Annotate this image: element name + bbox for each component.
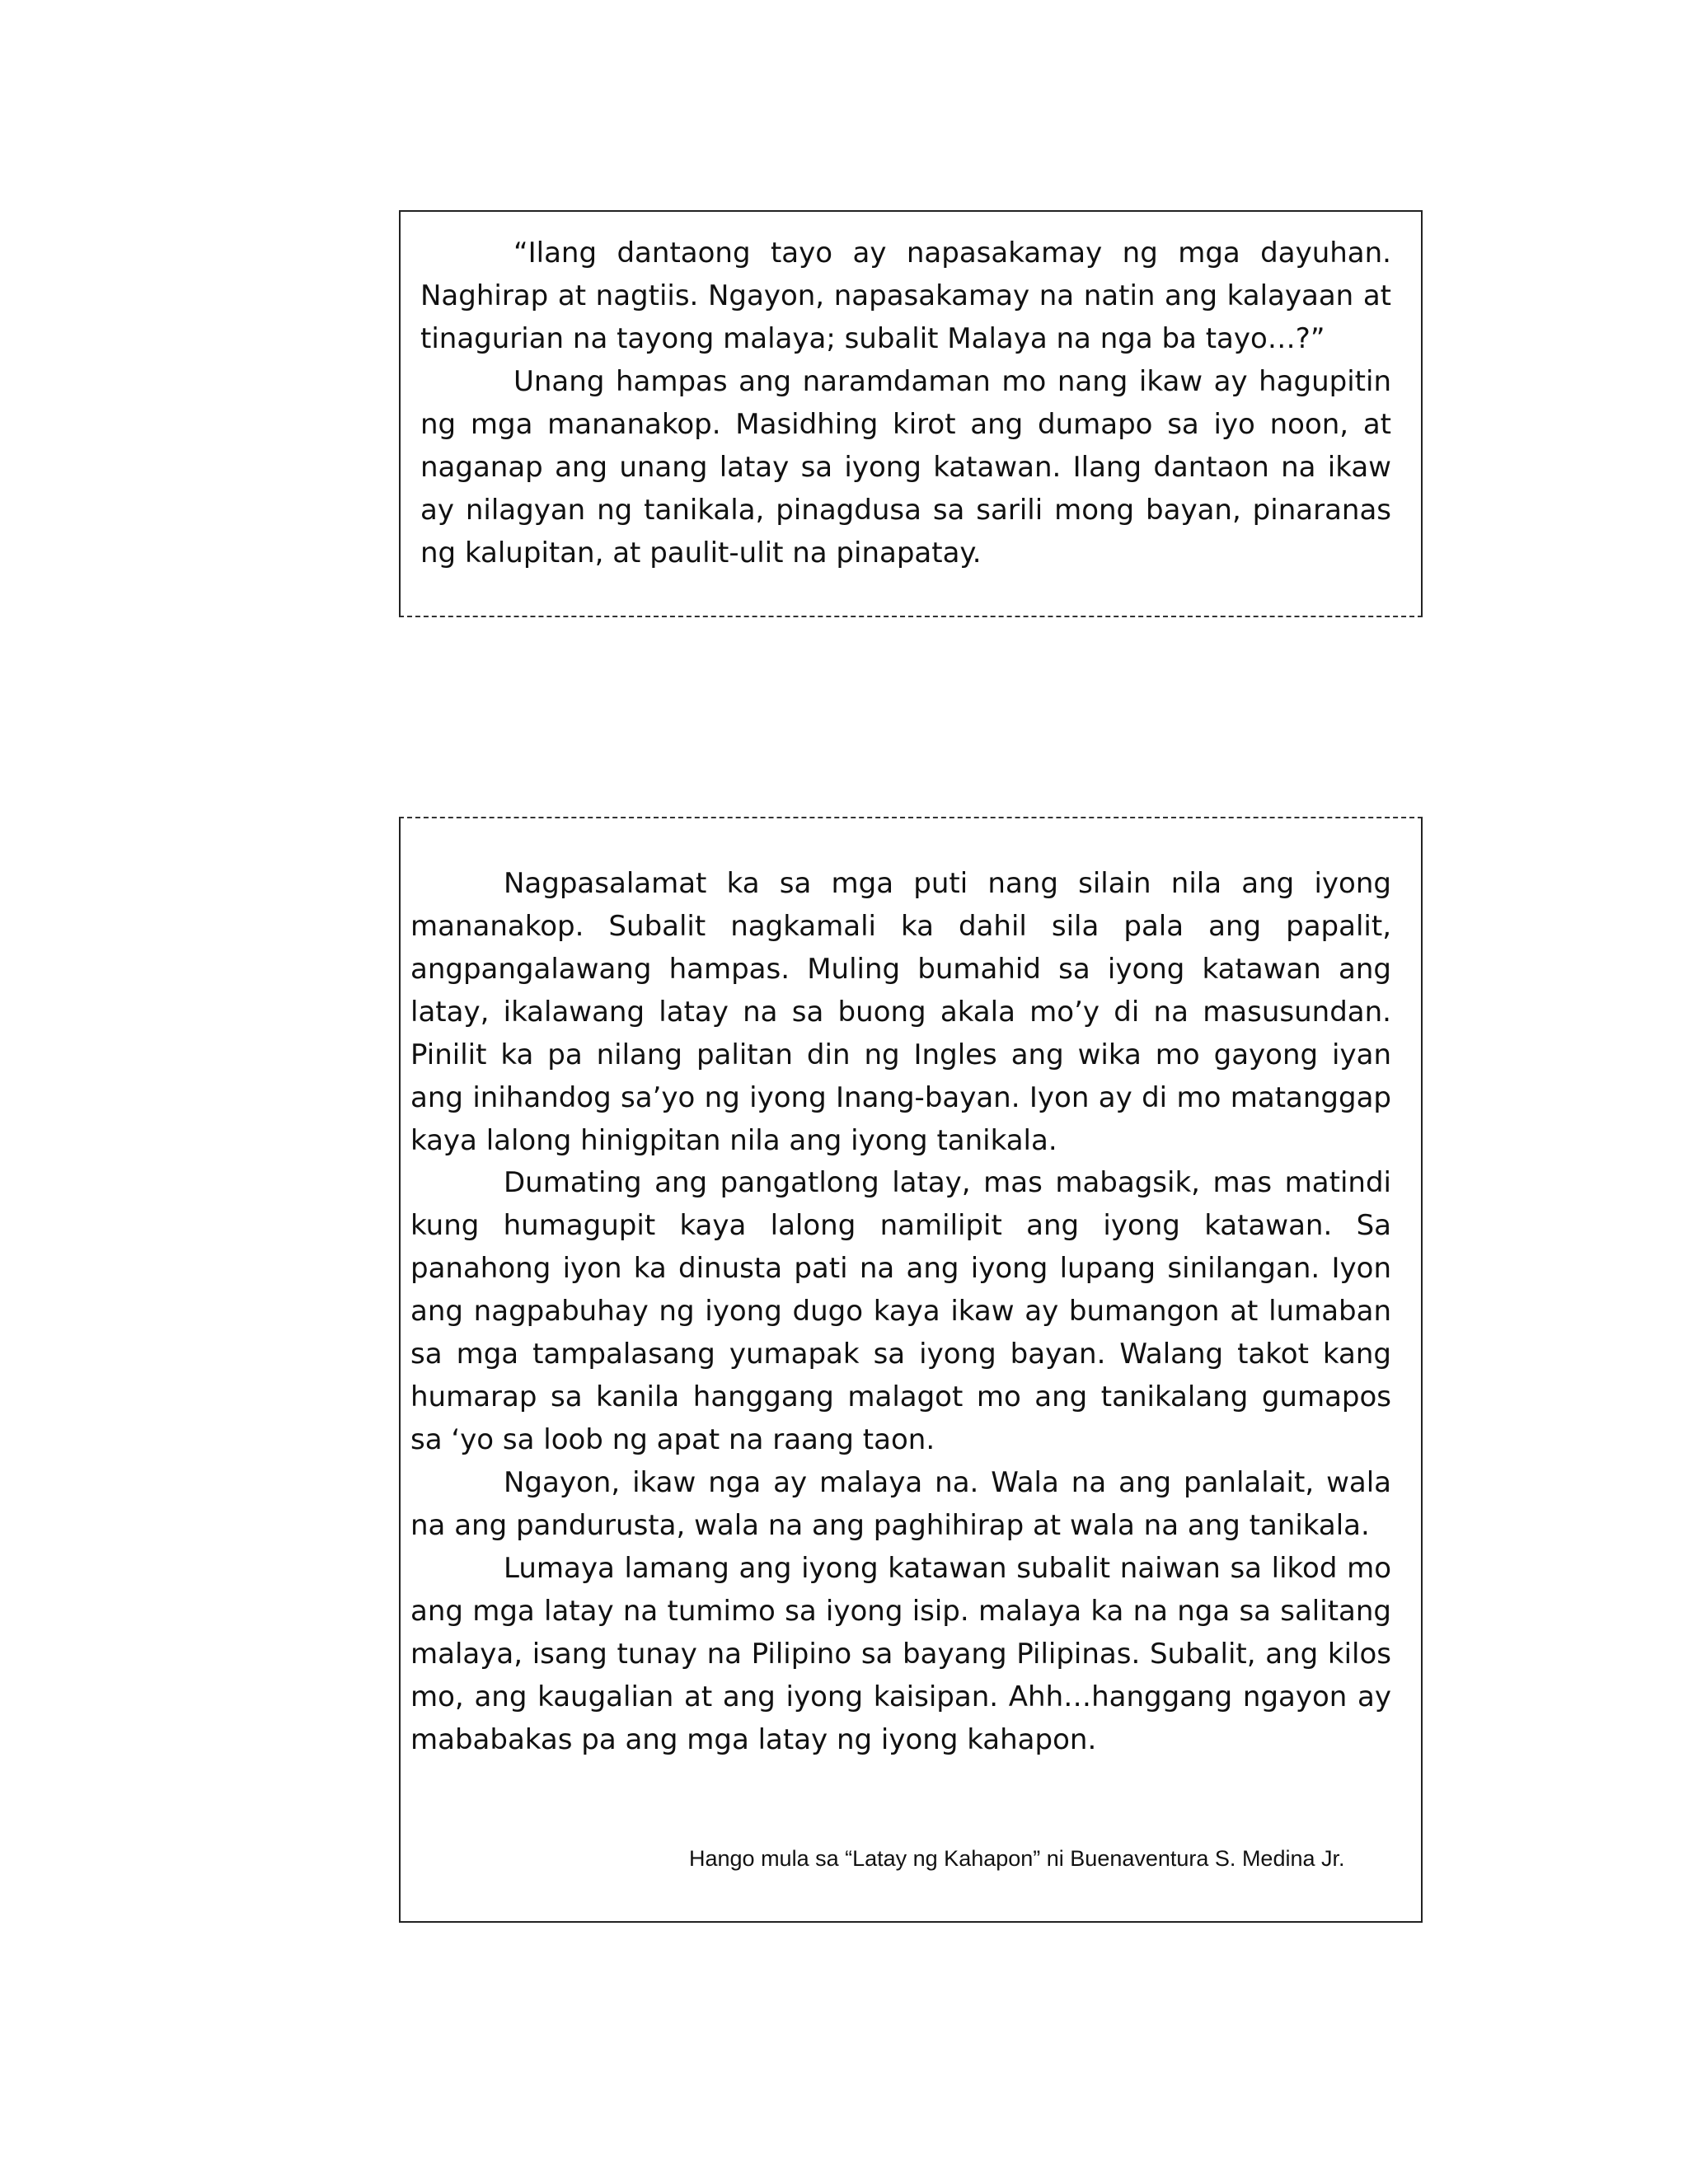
paragraph-lingering-scars: Lumaya lamang ang iyong katawan subalit naiwan sa likod mo ang mga latay na tumimo sa iyong isip. malaya ka na nga sa salitang malaya, isang tunay na Pilipino sa bayang Pilipinas. Subalit, ang kilos mo, ang kaugalian at ang iyong kaisipan. Ahh…hanggang ngayon ay mababakas pa ang mga latay ng iyong kahapon. — [410, 1552, 1391, 1756]
paragraph-second-lash: Nagpasalamat ka sa mga puti nang silain nila ang iyong mananakop. Subalit nagkamali ka dahil sila pala ang papalit, angpangalawang hampas. Muling bumahid sa iyong katawan ang latay, ikalawang latay na sa buong akala mo’y di na masusundan. Pinilit ka pa nilang palitan din ng Ingles ang wika mo gayong iyan ang inihandog sa’yo ng iyong Inang-bayan. Iyon ay di mo matanggap kaya lalong hinigpitan nila ang iyong tanikala. — [410, 867, 1391, 1157]
source-attribution: Hango mula sa “Latay ng Kahapon” ni Buenaventura S. Medina Jr. — [689, 1846, 1345, 1871]
paragraph-freedom: Ngayon, ikaw nga ay malaya na. Wala na ang panlalait, wala na ang pandurusta, wala na ang paghihirap at wala na ang tanikala. — [410, 1466, 1391, 1542]
paragraph-opening-quote: “Ilang dantaong tayo ay napasakamay ng mga dayuhan. Naghirap at nagtiis. Ngayon, napasakamay na natin ang kalayaan at tinagurian na tayong malaya; subalit Malaya na nga ba tayo…?” — [420, 237, 1391, 355]
paragraph-first-lash: Unang hampas ang naramdaman mo nang ikaw ay hagupitin ng mga mananakop. Masidhing kirot ang dumapo sa iyo noon, at naganap ang unang latay sa iyong katawan. Ilang dantaon na ikaw ay nilagyan ng tanikala, pinagdusa sa sarili mong bayan, pinaranas ng kalupitan, at paulit-ulit na pinapatay. — [420, 365, 1391, 569]
paragraph-third-lash: Dumating ang pangatlong latay, mas mabagsik, mas matindi kung humagupit kaya lalong namilipit ang iyong katawan. Sa panahong iyon ka dinusta pati na ang iyong lupang sinilangan. Iyon ang nagpabuhay ng iyong dugo kaya ikaw ay bumangon at lumaban sa mga tampalasang yumapak sa iyong bayan. Walang takot kang humarap sa kanila hanggang malagot mo ang tanikalang gumapos sa ‘yo sa loob ng apat na raang taon. — [410, 1166, 1391, 1456]
